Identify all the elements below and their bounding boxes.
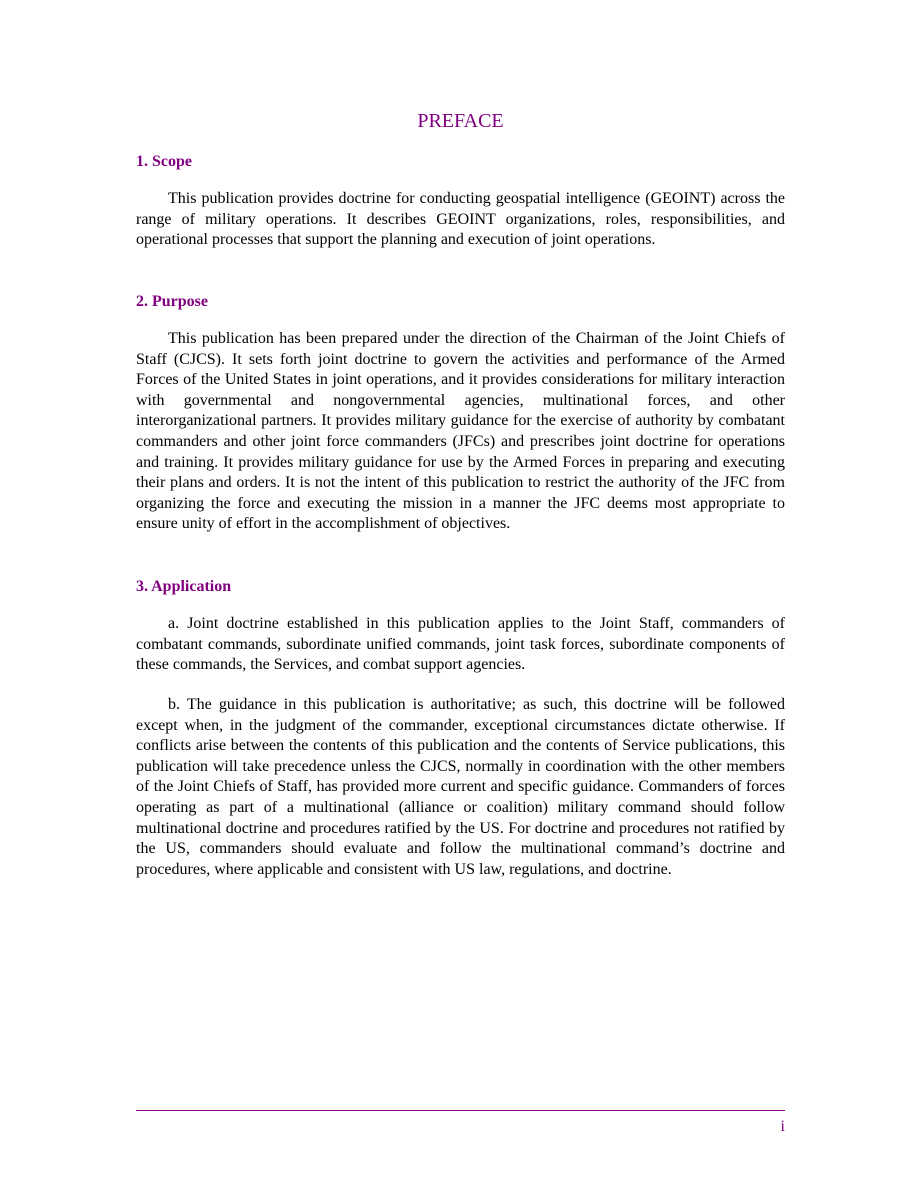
section-heading-application: 3. Application [136, 578, 232, 595]
scope-paragraph: This publication provides doctrine for conducting geospatial intelligence (GEOINT) across the range of military operations. It describes GEOINT organizations, roles, responsibilities, and operational processes that support the planning and execution of joint operations. [136, 190, 785, 249]
application-paragraph-b: b. The guidance in this publication is authoritative; as such, this doctrine will be followed except when, in the judgment of the commander, exceptional circumstances dictate otherwise. If conflicts arise between the contents of this publication and the contents of Service publications, this publication will take precedence unless the CJCS, normally in coordination with the other members of the Joint Chiefs of Staff, has provided more current and specific guidance. Commanders of forces operating as part of a multinational (alliance or coalition) military command should follow multinational doctrine and procedures ratified by the US. For doctrine and procedures not ratified by the US, commanders should evaluate and follow the multinational command’s doctrine and procedures, where applicable and consistent with US law, regulations, and doctrine. [136, 696, 785, 878]
purpose-paragraph: This publication has been prepared under the direction of the Chairman of the Joint Chiefs of Staff (CJCS). It sets forth joint doctrine to govern the activities and performance of the Armed Forces of the United States in joint operations, and it provides considerations for military interaction with governmental and nongovernmental agencies, multinational forces, and other interorganizational partners. It provides military guidance for the exercise of authority by combatant commanders and other joint force commanders (JFCs) and prescribes joint doctrine for operations and training. It provides military guidance for use by the Armed Forces in preparing and executing their plans and orders. It is not the intent of this publication to restrict the authority of the JFC from organizing the force and executing the mission in a manner the JFC deems most appropriate to ensure unity of effort in the accomplishment of objectives. [136, 330, 785, 533]
page-number: i [780, 1118, 785, 1135]
footer-divider [136, 1110, 785, 1111]
page-title: PREFACE [417, 110, 504, 132]
section-heading-purpose: 2. Purpose [136, 293, 208, 310]
application-paragraph-a: a. Joint doctrine established in this publication applies to the Joint Staff, commanders of combatant commands, subordinate unified commands, joint task forces, subordinate components of these commands, the Services, and combat support agencies. [136, 615, 785, 674]
section-heading-scope: 1. Scope [136, 153, 192, 170]
